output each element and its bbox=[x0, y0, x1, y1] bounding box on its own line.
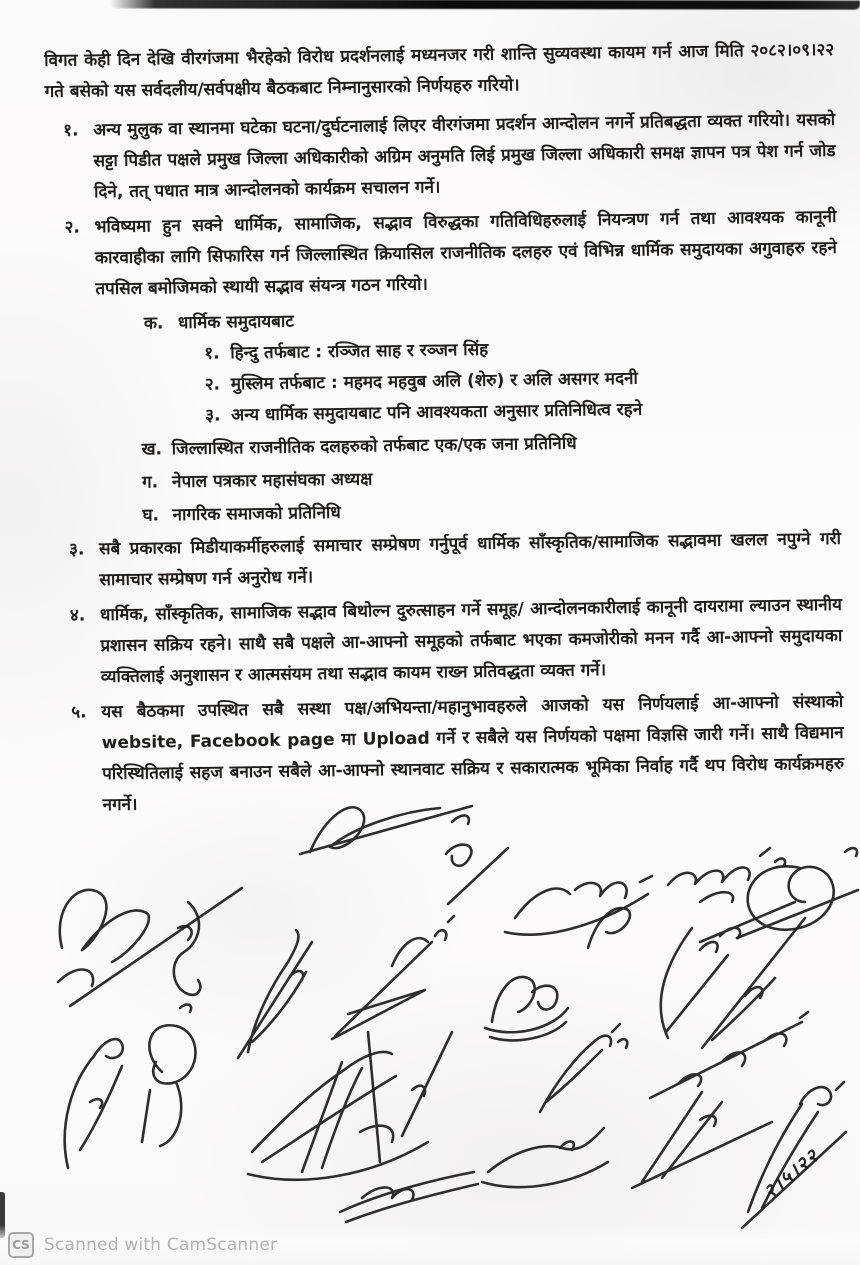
camscanner-logo-icon: CS bbox=[8, 1232, 34, 1258]
group-label: घ. bbox=[142, 505, 160, 526]
group-label: ख. bbox=[141, 439, 163, 460]
decision-item-3 bbox=[51, 524, 842, 597]
group-text: जिल्लास्थित राजनीतिक दलहरुको तर्फबाट एक/एक जना प्रतिनिधि bbox=[171, 433, 577, 460]
group-ka-members bbox=[204, 330, 839, 432]
item-number: १. bbox=[63, 120, 79, 141]
item-text: यस बैठकमा उपस्थित सबै सस्था पक्ष/अभियन्ता/महानुभावहरुले आजको यस निर्णयलाई आ-आफ्नो संस्थाको website, Facebook page मा Upload गर्ने र सबैले यस निर्णयको पक्षमा विज्ञसि जारी गर्ने। साथै विद्यमान परिस्थितिलाई सहज बनाउन सबैले आ-आफ्नो स्थानवाट सक्रिय र सकारात्मक भूमिका निर्वाह गर्दै थप विरोध कार्यक्रमहरु नगर्ने। bbox=[101, 691, 845, 816]
camscanner-watermark-bar bbox=[0, 1225, 860, 1265]
decision-item-1 bbox=[45, 105, 836, 209]
item-text: अन्य मुलुक वा स्थानमा घटेका घटना/दुर्घटनालाई लिएर वीरगंजमा प्रदर्शन आन्दोलन नगर्ने प्रतिबद्धता व्यक्त गरियो। यसको सट्टा पिडीत पक्षले प्रमुख जिल्ला अधिकारीको अग्रिम अनुमति लिई प्रमुख जिल्ला अधिकारी समक्ष ज्ञापन पत्र पेश गर्न जोड दिने, तत् पधात मात्र आन्दोलनको कार्यक्रम सचालन गर्ने। bbox=[93, 109, 836, 203]
item-number: ३. bbox=[68, 539, 85, 560]
item-text: सबै प्रकारका मिडीयाकर्मीहरुलाई समाचार सम्प्रेषण गर्नुपूर्व धार्मिक साँस्कृतिक/सामाजिक सद्भावमा खलल नपुग्ने गरी सामाचार सम्प्रेषण गर्न अनुरोध गर्ने। bbox=[98, 528, 842, 591]
item-text: भविष्यमा हुन सक्ने धार्मिक, सामाजिक, सद्भाव विरुद्धका गतिविधिहरुलाई नियन्त्रण गर्न तथा आवश्यक कानूनी कारवाहीका लागि सिफारिस गर्न जिल्लास्थित क्रियासिल राजनीतिक दलहरु एवं विभिन्न धार्मिक समुदायका अगुवाहरु रहने तपसिल बमोजिमको स्थायी सद्भाव संयन्त्र गठन गरियो। bbox=[94, 206, 838, 300]
item-number: ४. bbox=[69, 605, 86, 626]
document-body bbox=[44, 35, 845, 826]
handwritten-date: २।५।२२ bbox=[759, 1144, 824, 1204]
member-text: हिन्दु तर्फबाट : रञ्जित साह र रञ्जन सिंह bbox=[230, 339, 489, 364]
item-text: धार्मिक, साँस्कृतिक, सामाजिक सद्भाव बिथोल्न दुरुत्साहन गर्ने समूह/ आन्दोलनकारीलाई कानूनी दायरामा ल्याउन स्थानीय प्रशासन सक्रिय रहने। साथै सबै पक्षले आ-आफ्नो समूहको तर्फबाट भएका कमजोरीको मनन गर्दै आ-आफ्नो समुदायका व्यक्तिलाई अनुशासन र आत्मसंयम तथा सद्भाव कायम राख्न प्रतिवद्धता व्यक्त गर्ने। bbox=[99, 594, 843, 688]
decision-item-5 bbox=[53, 687, 845, 822]
watermark-text: Scanned with CamScanner bbox=[44, 1235, 278, 1255]
member-number: ३. bbox=[205, 405, 221, 426]
religious-committee-group bbox=[144, 299, 840, 433]
member-number: १. bbox=[204, 343, 220, 364]
intro-paragraph: विगत केही दिन देखि वीरगंजमा भैरहेको विरोध प्रदर्शनलाई मध्यनजर गरी शान्ति सुव्यवस्था कायम गर्न आज मिति २०८२।०९।२२ गते बसेको यस सर्वदलीय/सर्वपक्षीय बैठकबाट निम्नानुसारको निर्णयहरु गरियो। bbox=[44, 39, 835, 102]
member-number: २. bbox=[204, 374, 221, 395]
item-number: २. bbox=[64, 217, 80, 238]
group-text: नेपाल पत्रकार महासंघका अध्यक्ष bbox=[171, 469, 373, 493]
member-text: मुस्लिम तर्फबाट : महमद महवुब अलि (शेरु) र अलि असगर मदनी bbox=[230, 368, 638, 395]
item-number: ५. bbox=[71, 702, 87, 723]
scan-artifact-top-band bbox=[110, 0, 860, 10]
member-text: अन्य धार्मिक समुदायबाट पनि आवश्यकता अनुसार प्रतिनिधित्व रहने bbox=[231, 399, 643, 426]
decision-item-2 bbox=[46, 202, 837, 306]
group-label: ग. bbox=[141, 472, 159, 493]
signatures-ink-layer bbox=[0, 790, 860, 1240]
decision-item-4 bbox=[52, 590, 843, 694]
group-label: क. bbox=[143, 313, 164, 334]
group-text: नागरिक समाजको प्रतिनिधि bbox=[172, 502, 341, 526]
group-title: धार्मिक समुदायबाट bbox=[177, 311, 295, 334]
